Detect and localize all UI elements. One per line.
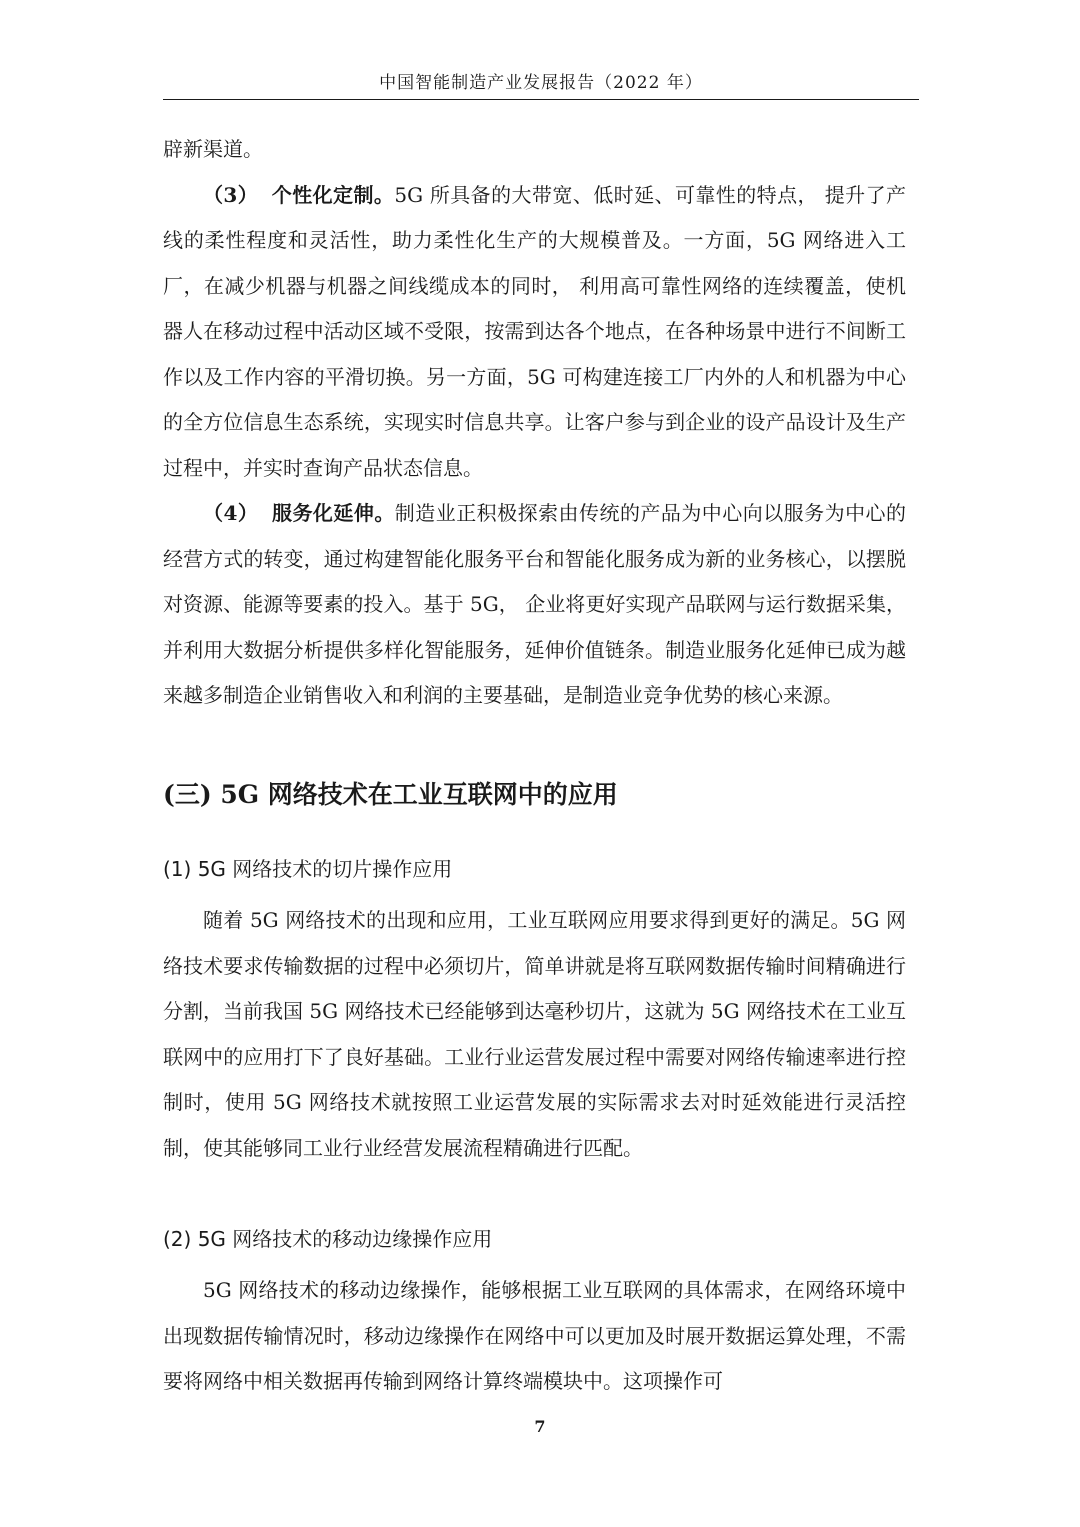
paragraph-item-3 <box>163 173 906 492</box>
body-text-block-1 <box>163 127 906 719</box>
item-3-number: （3） <box>203 182 259 207</box>
item-4-number: （4） <box>203 501 259 525</box>
paragraph-continuation: 辟新渠道。 <box>163 137 263 161</box>
paragraph-sub1: 随着 5G 网络技术的出现和应用，工业互联网应用要求得到更好的满足。5G 网络技术要求传输数据的过程中必须切片，简单讲就是将互联网数据传输时间精确进行分割，当前我国 5G 网络技术已经能够到达毫秒切片，这就为 5G 网络技术在工业互联网中的应用打下了良好基础。工业行业运营发展过程中需要对网络传输速率进行控制时，使用 5G 网络技术就按照工业运营发展的实际需求去对时延效能进行灵活控制，使其能够同工业行业经营发展流程精确进行匹配。 <box>163 908 906 1160</box>
subsection-2-heading: (2) 5G 网络技术的移动边缘操作应用 <box>163 1227 493 1251</box>
item-4-term: 服务化延伸。 <box>271 501 395 525</box>
paragraph-sub2: 5G 网络技术的移动边缘操作，能够根据工业互联网的具体需求，在网络环境中出现数据传输情况时，移动边缘操作在网络中可以更加及时展开数据运算处理，不需要将网络中相关数据再传输到网络计算终端模块中。这项操作可 <box>163 1278 906 1393</box>
item-3-term: 个性化定制。 <box>271 182 395 207</box>
paragraph-item-4 <box>163 491 906 719</box>
header-rule <box>163 99 919 100</box>
body-text-block-3 <box>163 1268 906 1405</box>
item-3-text: 5G 所具备的大带宽、低时延、可靠性的特点， 提升了产线的柔性程度和灵活性，助力柔性化生产的大规模普及。一方面，5G 网络进入工厂，在减少机器与机器之间线缆成本的同时， 利用高可靠性网络的连续覆盖，使机器人在移动过程中活动区域不受限，按需到达各个地点，在各种场景中进行不间断工作以及工作内容的平滑切换。另一方面，5G 可构建连接工厂内外的人和机器为中心的全方位信息生态系统，实现实时信息共享。让客户参与到企业的设产品设计及生产过程中，并实时查询产品状态信息。 <box>163 182 907 480</box>
section-heading: (三) 5G 网络技术在工业互联网中的应用 <box>163 780 618 809</box>
body-text-block-2 <box>163 898 906 1171</box>
page-number: 7 <box>534 1417 546 1436</box>
running-header: 中国智能制造产业发展报告（2022 年） <box>379 73 703 93</box>
subsection-1-heading: (1) 5G 网络技术的切片操作应用 <box>163 857 453 881</box>
item-4-text: 制造业正积极探索由传统的产品为中心向以服务为中心的经营方式的转变，通过构建智能化服务平台和智能化服务成为新的业务核心，以摆脱对资源、能源等要素的投入。基于 5G， 企业将更好实现产品联网与运行数据采集，并利用大数据分析提供多样化智能服务，延伸价值链条。制造业服务化延伸已成为越来越多制造企业销售收入和利润的主要基础，是制造业竞争优势的核心来源。 <box>163 501 907 707</box>
